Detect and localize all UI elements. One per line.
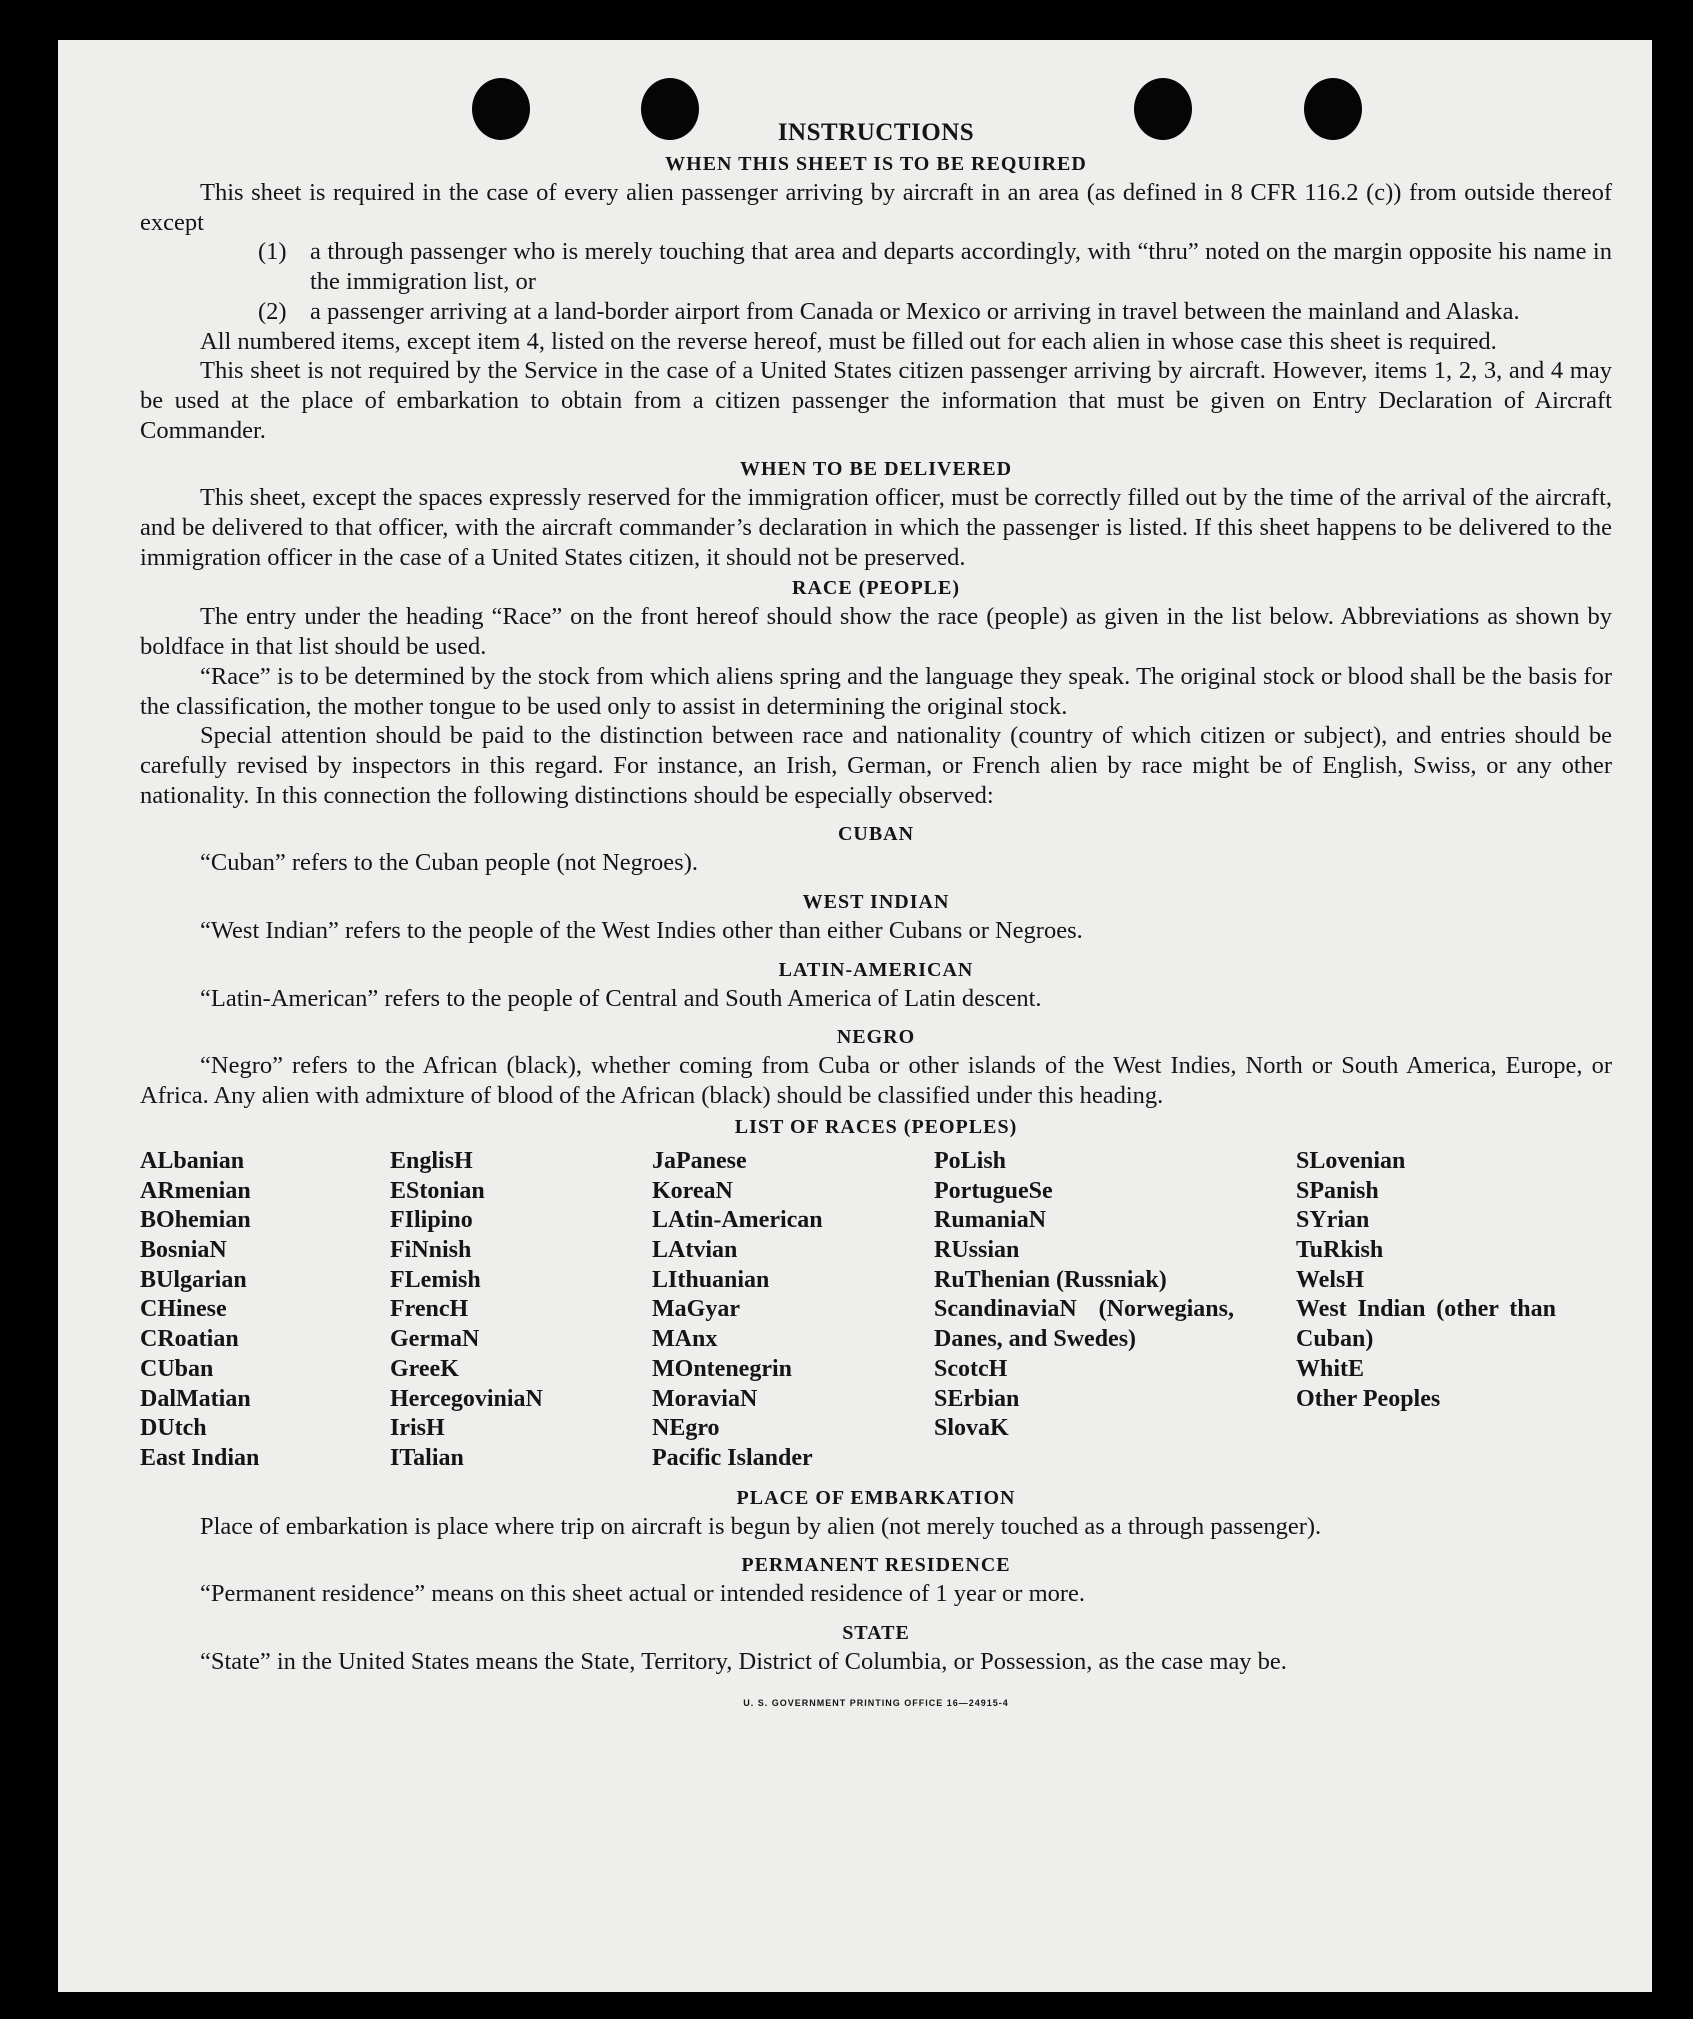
race-para-3: Special attention should be paid to the distinction between race and nationality (country of which citizen or subject), and entries should be carefully revised by inspectors in this regard. For instance, an Irish, German, or French alien by race might be of English, Swiss, or any other nationality. In this connection the following distinctions should be especially observed: [140, 722, 1612, 809]
cuban-text: “Cuban” refers to the Cuban people (not Negroes). [200, 849, 698, 877]
race-entry: WelsH [1296, 1266, 1365, 1293]
race-entry: MoraviaN [652, 1385, 758, 1412]
race-entry: MOntenegrin [652, 1355, 792, 1382]
race-entry: JaPanese [652, 1147, 747, 1174]
embarkation-text: Place of embarkation is place where trip on aircraft is begun by alien (not merely touched as a through passenger). [200, 1512, 1322, 1540]
instructions-body [140, 118, 1612, 1718]
races-column [140, 1147, 390, 1474]
section-heading-embarkation: PLACE OF EMBARKATION [736, 1486, 1016, 1509]
race-entry: CHinese [140, 1296, 227, 1323]
section-heading-residence: PERMANENT RESIDENCE [741, 1554, 1011, 1577]
residence-text: “Permanent residence” means on this sheet actual or intended residence of 1 year or more. [200, 1580, 1086, 1608]
race-entry: MaGyar [652, 1296, 740, 1323]
races-column [934, 1147, 1296, 1474]
race-entry: DalMatian [140, 1385, 251, 1412]
race-entry: BOhemian [140, 1207, 251, 1234]
race-entry: Pacific Islander [652, 1444, 813, 1471]
printer-imprint: U. S. GOVERNMENT PRINTING OFFICE 16—24915-4 [743, 1697, 1009, 1708]
race-entry: ITalian [390, 1444, 464, 1471]
required-para-2: All numbered items, except item 4, listed on the reverse hereof, must be filled out for each alien in whose case this sheet is required. [200, 327, 1497, 355]
race-entry: LAtin-American [652, 1207, 823, 1234]
race-entry: PortugueSe [934, 1177, 1053, 1204]
race-entry: RumaniaN [934, 1207, 1047, 1234]
race-entry: ARmenian [140, 1177, 251, 1204]
negro-text: “Negro” refers to the African (black), whether coming from Cuba or other islands of the West Indies, North or South America, Europe, or Africa. Any alien with admixture of blood of the African (black) should be classified under this heading. [140, 1052, 1612, 1110]
section-heading-latin-american: LATIN-AMERICAN [778, 958, 974, 981]
race-entry: IrisH [390, 1415, 445, 1442]
section-heading-state: STATE [842, 1622, 910, 1645]
race-entry: West Indian (other than Cuban) [1296, 1296, 1556, 1353]
race-entry: SlovaK [934, 1415, 1009, 1442]
race-entry: CRoatian [140, 1326, 239, 1353]
required-para-3: This sheet is not required by the Service in the case of a United States citizen passenger arriving by aircraft. However, items 1, 2, 3, and 4 may be used at the place of embarkation to obtain from a citizen passenger the information that must be given on Entry Declaration of Aircraft Commander. [140, 357, 1612, 444]
race-entry: KoreaN [652, 1177, 733, 1204]
race-entry: SErbian [934, 1385, 1020, 1412]
race-entry: ScotcH [934, 1355, 1008, 1382]
section-heading-west-indian: WEST INDIAN [802, 891, 950, 914]
race-entry: NEgro [652, 1415, 720, 1442]
race-entry: LAtvian [652, 1236, 738, 1263]
race-entry: FLemish [390, 1266, 481, 1293]
race-entry: East Indian [140, 1444, 260, 1471]
race-entry: BosniaN [140, 1236, 227, 1263]
race-entry: SYrian [1296, 1207, 1370, 1234]
race-entry: FiNnish [390, 1236, 472, 1263]
race-entry: HercegoviniaN [390, 1385, 543, 1412]
race-para-1: The entry under the heading “Race” on the front hereof should show the race (people) as given in the list below. Abbreviations as shown by boldface in that list should be used. [140, 603, 1612, 661]
race-entry: FrencH [390, 1296, 469, 1323]
section-heading-required: WHEN THIS SHEET IS TO BE REQUIRED [665, 153, 1087, 175]
race-entry: WhitE [1296, 1355, 1365, 1382]
race-entry: SLovenian [1296, 1147, 1406, 1174]
race-entry: BUlgarian [140, 1266, 247, 1293]
races-column [652, 1147, 934, 1474]
race-para-2: “Race” is to be determined by the stock from which aliens spring and the language they speak. The original stock or blood shall be the basis for the classification, the mother tongue to be used only to assist in determining the original stock. [140, 662, 1612, 720]
state-text: “State” in the United States means the State, Territory, District of Columbia, or Possession, as the case may be. [200, 1648, 1287, 1676]
exception-item: (2) a passenger arriving at a land-border airport from Canada or Mexico or arriving in travel between the mainland and Alaska. [258, 297, 1520, 325]
race-entry: RUssian [934, 1236, 1020, 1263]
race-entry: GreeK [390, 1355, 459, 1382]
latin-american-text: “Latin-American” refers to the people of Central and South America of Latin descent. [200, 984, 1042, 1012]
race-entry: EStonian [390, 1177, 485, 1204]
race-entry: LIthuanian [652, 1266, 770, 1293]
section-heading-cuban: CUBAN [837, 823, 915, 846]
races-column [390, 1147, 652, 1474]
races-list [140, 1147, 1612, 1474]
exception-item: (1) a through passenger who is merely touching that area and departs accordingly, with “thru” noted on the margin opposite his name in the immigration list, or [258, 238, 1612, 296]
west-indian-text: “West Indian” refers to the people of the West Indies other than either Cubans or Negroes. [200, 917, 1083, 945]
section-heading-race: RACE (PEOPLE) [792, 577, 960, 600]
race-entry: Other Peoples [1296, 1385, 1441, 1412]
delivered-text: This sheet, except the spaces expressly reserved for the immigration officer, must be correctly filled out by the time of the arrival of the aircraft, and be delivered to that officer, with the aircraft commander’s declaration in which the passenger is listed. If this sheet happens to be delivered to the immigration officer in the case of a United States citizen, it should not be preserved. [140, 484, 1612, 571]
section-heading-delivered: WHEN TO BE DELIVERED [739, 458, 1013, 481]
page-title: INSTRUCTIONS [777, 119, 975, 146]
document-sheet [58, 40, 1652, 1992]
section-heading-negro: NEGRO [836, 1026, 916, 1049]
race-entry: RuThenian (Russniak) [934, 1266, 1167, 1293]
race-entry: CUban [140, 1355, 214, 1382]
race-entry: ScandinaviaN (Norwegians, Danes, and Swedes) [934, 1296, 1234, 1353]
race-entry: MAnx [652, 1326, 718, 1353]
race-entry: PoLish [934, 1147, 1007, 1174]
race-entry: FIlipino [390, 1207, 473, 1234]
races-column [1296, 1147, 1596, 1474]
race-entry: ALbanian [140, 1147, 245, 1174]
required-intro: This sheet is required in the case of every alien passenger arriving by aircraft in an area (as defined in 8 CFR 116.2 (c)) from outside thereof except [140, 179, 1612, 236]
race-entry: GermaN [390, 1326, 480, 1353]
race-entry: EnglisH [390, 1147, 473, 1174]
race-entry: TuRkish [1296, 1236, 1384, 1263]
section-heading-races-list: LIST OF RACES (PEOPLES) [734, 1115, 1018, 1138]
race-entry: SPanish [1296, 1177, 1379, 1204]
race-entry: DUtch [140, 1415, 207, 1442]
